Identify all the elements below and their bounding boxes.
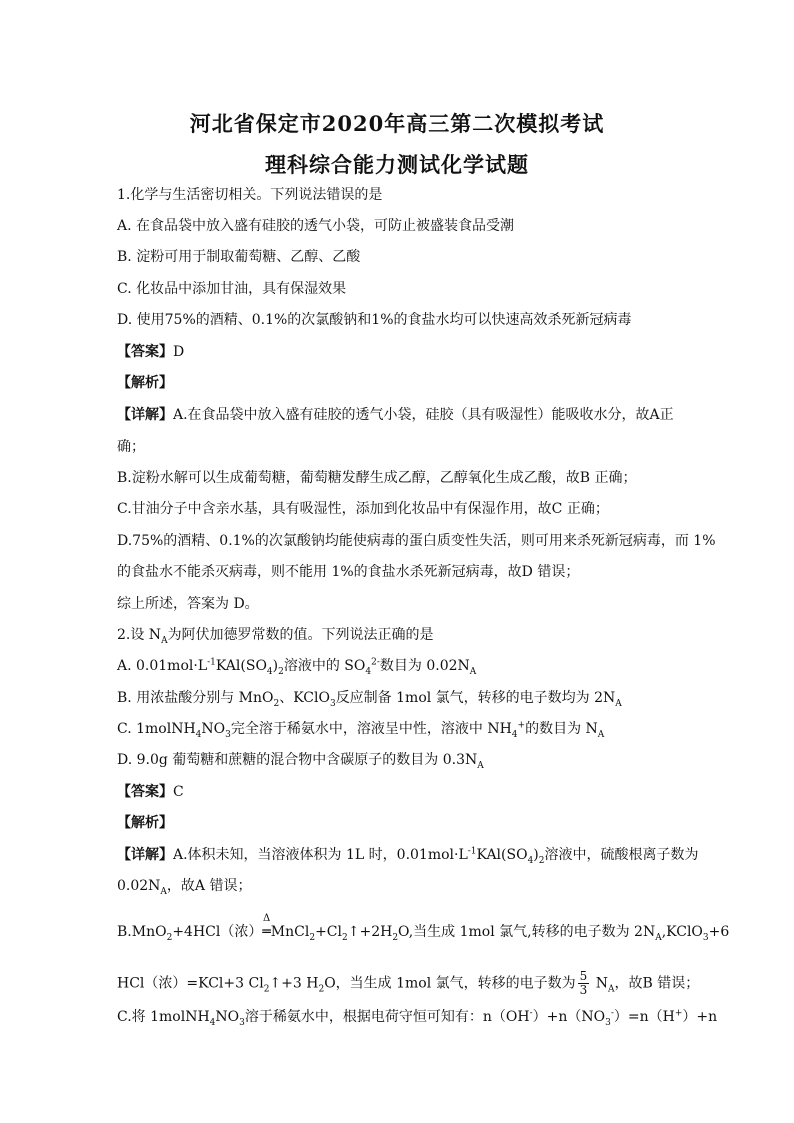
fraction-denominator: 3 xyxy=(579,983,588,997)
subscript: A xyxy=(161,635,168,646)
subscript: 2 xyxy=(278,666,284,677)
subscript: A xyxy=(615,698,622,709)
subscript: 2 xyxy=(263,984,270,995)
q2-option-d xyxy=(117,752,484,771)
q1-option-a: A. 在食品袋中放入盛有硅胶的透气小袋，可防止被盛装食品受潮 xyxy=(117,218,515,234)
q2-stem-text: 2.设 N xyxy=(117,627,162,643)
fraction xyxy=(578,970,590,997)
q2-stem xyxy=(117,627,434,646)
text: ，故A 错误； xyxy=(166,878,252,894)
superscript: - xyxy=(529,1008,533,1019)
answer-tag: 【答案】 xyxy=(117,784,173,800)
subscript: 3 xyxy=(605,1017,611,1028)
q1-detail-1 xyxy=(117,408,674,422)
text: B. 用浓盐酸分别与 MnO xyxy=(117,690,274,706)
text: NO xyxy=(215,1009,240,1025)
text: A.体积未知，当溶液体积为 1L 时，0.01mol·L xyxy=(173,847,468,863)
text: N xyxy=(591,975,608,992)
text: 的数目为 N xyxy=(525,721,598,737)
q1-detail-text: A.在食品袋中放入盛有硅胶的透气小袋，硅胶（具有吸湿性）能吸收水分，故A正 xyxy=(173,407,674,423)
text: 溶于稀氨水中，根据电荷守恒可知有：n（OH xyxy=(244,1009,530,1025)
subscript: 2 xyxy=(273,698,280,709)
text: +Cl xyxy=(315,924,342,940)
subscript: 2 xyxy=(318,984,325,995)
text: ,KClO xyxy=(661,924,703,940)
text: 溶液中的 SO xyxy=(283,658,366,674)
q1-detail-7: 综上所述，答案为 D。 xyxy=(117,596,259,612)
subscript: 4 xyxy=(365,666,372,677)
text: A. 0.01mol·L xyxy=(117,658,208,674)
text: 0.02N xyxy=(117,878,161,894)
detail-tag: 【详解】 xyxy=(117,407,173,423)
subscript: 3 xyxy=(702,932,709,943)
document-title: 河北省保定市2020年高三第二次模拟考试 xyxy=(189,111,605,136)
q2-option-c xyxy=(117,720,605,740)
q2-detail-1 xyxy=(117,846,699,866)
q2-option-b xyxy=(117,690,622,709)
text: 溶液中，硫酸根离子数为 xyxy=(544,847,699,863)
q1-analysis-tag: 【解析】 xyxy=(117,375,173,391)
document-subtitle: 理科综合能力测试化学试题 xyxy=(265,152,529,177)
subscript: 3 xyxy=(239,1017,245,1028)
subscript: 3 xyxy=(225,729,231,740)
text: MnCl xyxy=(270,924,310,940)
superscript: + xyxy=(674,1008,683,1019)
subscript: 2 xyxy=(538,855,545,866)
q1-stem: 1.化学与生活密切相关。下列说法错误的是 xyxy=(117,187,383,203)
q2-detail-5 xyxy=(117,1008,718,1028)
subscript: A xyxy=(597,729,605,740)
text: ，故B 错误； xyxy=(614,975,700,992)
text: ）+n xyxy=(682,1009,718,1025)
superscript: -1 xyxy=(207,657,216,668)
text: O，当生成 1mol 氯气，转移的电子数为 xyxy=(324,975,576,992)
subscript: 4 xyxy=(511,729,518,740)
q2-detail-4 xyxy=(117,970,699,997)
superscript: + xyxy=(517,720,526,731)
text: ) xyxy=(533,847,539,863)
delta-symbol: Δ xyxy=(262,913,271,924)
subscript: 2 xyxy=(166,932,173,943)
text: +6 xyxy=(708,924,730,940)
q1-detail-6: 的食盐水不能杀灭病毒，则不能用 1%的食盐水杀死新冠病毒，故D 错误； xyxy=(117,564,580,580)
q2-analysis-tag: 【解析】 xyxy=(117,815,173,831)
text: O,当生成 1mol 氯气,转移的电子数为 2N xyxy=(398,924,656,940)
subscript: 4 xyxy=(266,666,273,677)
q1-detail-3: B.淀粉水解可以生成葡萄糖，葡萄糖发酵生成乙醇，乙醇氧化生成乙酸，故B 正确； xyxy=(117,470,637,486)
text: B.MnO xyxy=(117,924,167,940)
answer-value: D xyxy=(173,344,185,360)
subscript: A xyxy=(655,932,662,943)
text: ）+n（NO xyxy=(532,1009,606,1025)
subscript: 2 xyxy=(309,932,316,943)
text: +4HCl（浓） xyxy=(172,924,263,940)
subscript: 4 xyxy=(195,729,202,740)
equals-symbol: ═ xyxy=(262,924,271,940)
text: NO xyxy=(201,721,226,737)
text: KAl(SO xyxy=(476,847,528,863)
subscript: A xyxy=(469,666,477,677)
text: C.将 1molNH xyxy=(117,1009,210,1025)
text: ↑+2H xyxy=(347,924,393,940)
answer-value: C xyxy=(173,784,184,800)
text: C. 1molNH xyxy=(117,721,196,737)
q1-detail-5: D.75%的酒精、0.1%的次氯酸钠均能使病毒的蛋白质变性失活，则可用来杀死新冠病毒，而 1% xyxy=(117,533,716,549)
q2-option-a xyxy=(117,657,477,677)
detail-tag: 【详解】 xyxy=(117,847,173,863)
answer-tag: 【答案】 xyxy=(117,344,173,360)
q1-detail-2: 确； xyxy=(117,439,145,455)
q2-stem-text: 为阿伏加德罗常数的值。下列说法正确的是 xyxy=(167,627,434,643)
text: ）=n（H xyxy=(613,1009,675,1025)
text: ) xyxy=(272,658,279,674)
text: 完全溶于稀氨水中，溶液呈中性，溶液中 NH xyxy=(230,721,512,737)
subscript: 4 xyxy=(209,1017,216,1028)
text: ↑+3 H xyxy=(269,975,319,992)
subscript: A xyxy=(160,886,167,897)
text: KAl(SO xyxy=(215,658,267,674)
q2-detail-2 xyxy=(117,878,252,897)
text: 数目为 0.02N xyxy=(379,658,470,674)
q1-option-c: C. 化妆品中添加甘油，具有保湿效果 xyxy=(117,281,347,297)
text: 反应制备 1mol 氯气，转移的电子数均为 2N xyxy=(335,690,616,706)
superscript: 2- xyxy=(371,657,380,668)
subscript: 3 xyxy=(329,698,336,709)
q1-answer xyxy=(117,345,184,359)
q2-answer xyxy=(117,785,184,799)
text: D. 9.0g 葡萄糖和蔗糖的混合物中含碳原子的数目为 0.3N xyxy=(117,752,478,768)
q1-detail-4: C.甘油分子中含亲水基，具有吸湿性，添加到化妆品中有保湿作用，故C 正确； xyxy=(117,501,609,517)
heating-condition-symbol xyxy=(262,913,271,940)
superscript: - xyxy=(610,1008,614,1019)
subscript: 2 xyxy=(392,932,399,943)
text: 、KClO xyxy=(279,690,330,706)
subscript: 2 xyxy=(342,932,348,943)
q1-option-b: B. 淀粉可用于制取葡萄糖、乙醇、乙酸 xyxy=(117,249,361,265)
q2-detail-3 xyxy=(117,913,730,943)
subscript: A xyxy=(608,984,615,995)
superscript: -1 xyxy=(467,846,477,857)
subscript: A xyxy=(477,760,484,771)
text: HCl（浓）=KCl+3 Cl xyxy=(117,975,264,992)
subscript: 4 xyxy=(527,855,534,866)
fraction-numerator: 5 xyxy=(579,969,588,983)
q1-option-d: D. 使用75%的酒精、0.1%的次氯酸钠和1%的食盐水均可以快速高效杀死新冠病毒 xyxy=(117,312,632,328)
